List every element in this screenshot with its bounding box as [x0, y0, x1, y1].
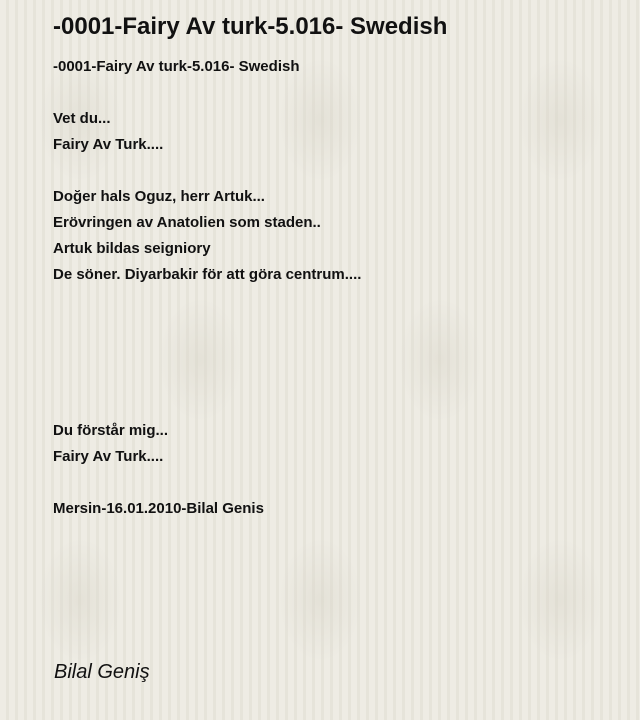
- poem-body: [53, 54, 623, 522]
- poem-line: Fairy Av Turk....: [53, 448, 164, 465]
- poem-line-blank: [53, 158, 623, 184]
- poem-line: Erövringen av Anatolien som staden..: [53, 214, 321, 231]
- poem-title: -0001-Fairy Av turk-5.016- Swedish: [53, 13, 448, 40]
- poem-line-blank: [53, 80, 623, 106]
- poem-line: Artuk bildas seigniory: [53, 240, 211, 257]
- poem-subtitle: -0001-Fairy Av turk-5.016- Swedish: [53, 58, 300, 75]
- poem-line: Fairy Av Turk....: [53, 136, 164, 153]
- poem-line-blank: [53, 470, 623, 496]
- poem-line-blank: [53, 366, 623, 392]
- poem-line: Doğer hals Oguz, herr Artuk...: [53, 188, 265, 205]
- poem-line: Vet du...: [53, 110, 111, 127]
- poem-line-blank: [53, 392, 623, 418]
- poem-line-blank: [53, 340, 623, 366]
- poem-line: Du förstår mig...: [53, 422, 169, 439]
- poem-signature-line: Mersin-16.01.2010-Bilal Genis: [53, 500, 264, 517]
- poem-line: De söner. Diyarbakir för att göra centrum....: [53, 266, 362, 283]
- poem-line-blank: [53, 288, 623, 314]
- poem-line-blank: [53, 314, 623, 340]
- poem-author: Bilal Geniş: [54, 661, 150, 683]
